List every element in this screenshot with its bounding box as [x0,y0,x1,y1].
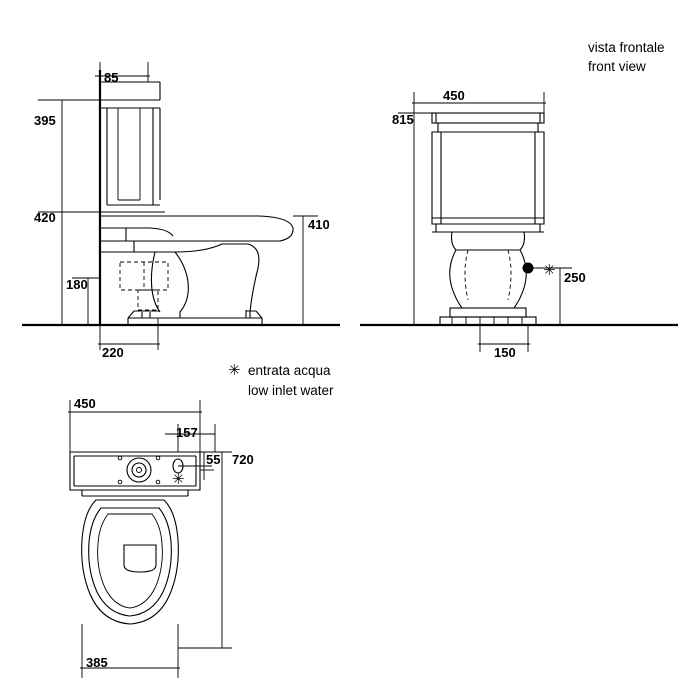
water-inlet-marker-front: ✳ [543,262,556,279]
water-inlet-marker-top: ✳ [172,471,185,488]
dimension-label-top-450: 450 [74,396,96,411]
dimension-label-front-150: 150 [494,345,516,360]
dimension-label-side-395: 395 [34,113,56,128]
legend-symbol: ✳ [228,362,241,379]
front-view-caption-en: front view [588,59,646,74]
dimension-label-front-450: 450 [443,88,465,103]
legend-text-it: entrata acqua [248,363,331,378]
front-view-caption-it: vista frontale [588,40,665,55]
dimension-label-side-220: 220 [102,345,124,360]
dimension-label-side-420: 420 [34,210,56,225]
legend-text-en: low inlet water [248,383,334,398]
dimension-label-top-157: 157 [176,425,198,440]
dimension-label-front-815: 815 [392,112,414,127]
dimension-label-front-250: 250 [564,270,586,285]
dimension-label-side-410: 410 [308,217,330,232]
dimension-label-top-720: 720 [232,452,254,467]
dimension-label-side-85: 85 [104,70,119,85]
dimension-label-top-385: 385 [86,655,108,670]
dimension-label-top-55: 55 [206,452,221,467]
dimension-label-side-180: 180 [66,277,88,292]
